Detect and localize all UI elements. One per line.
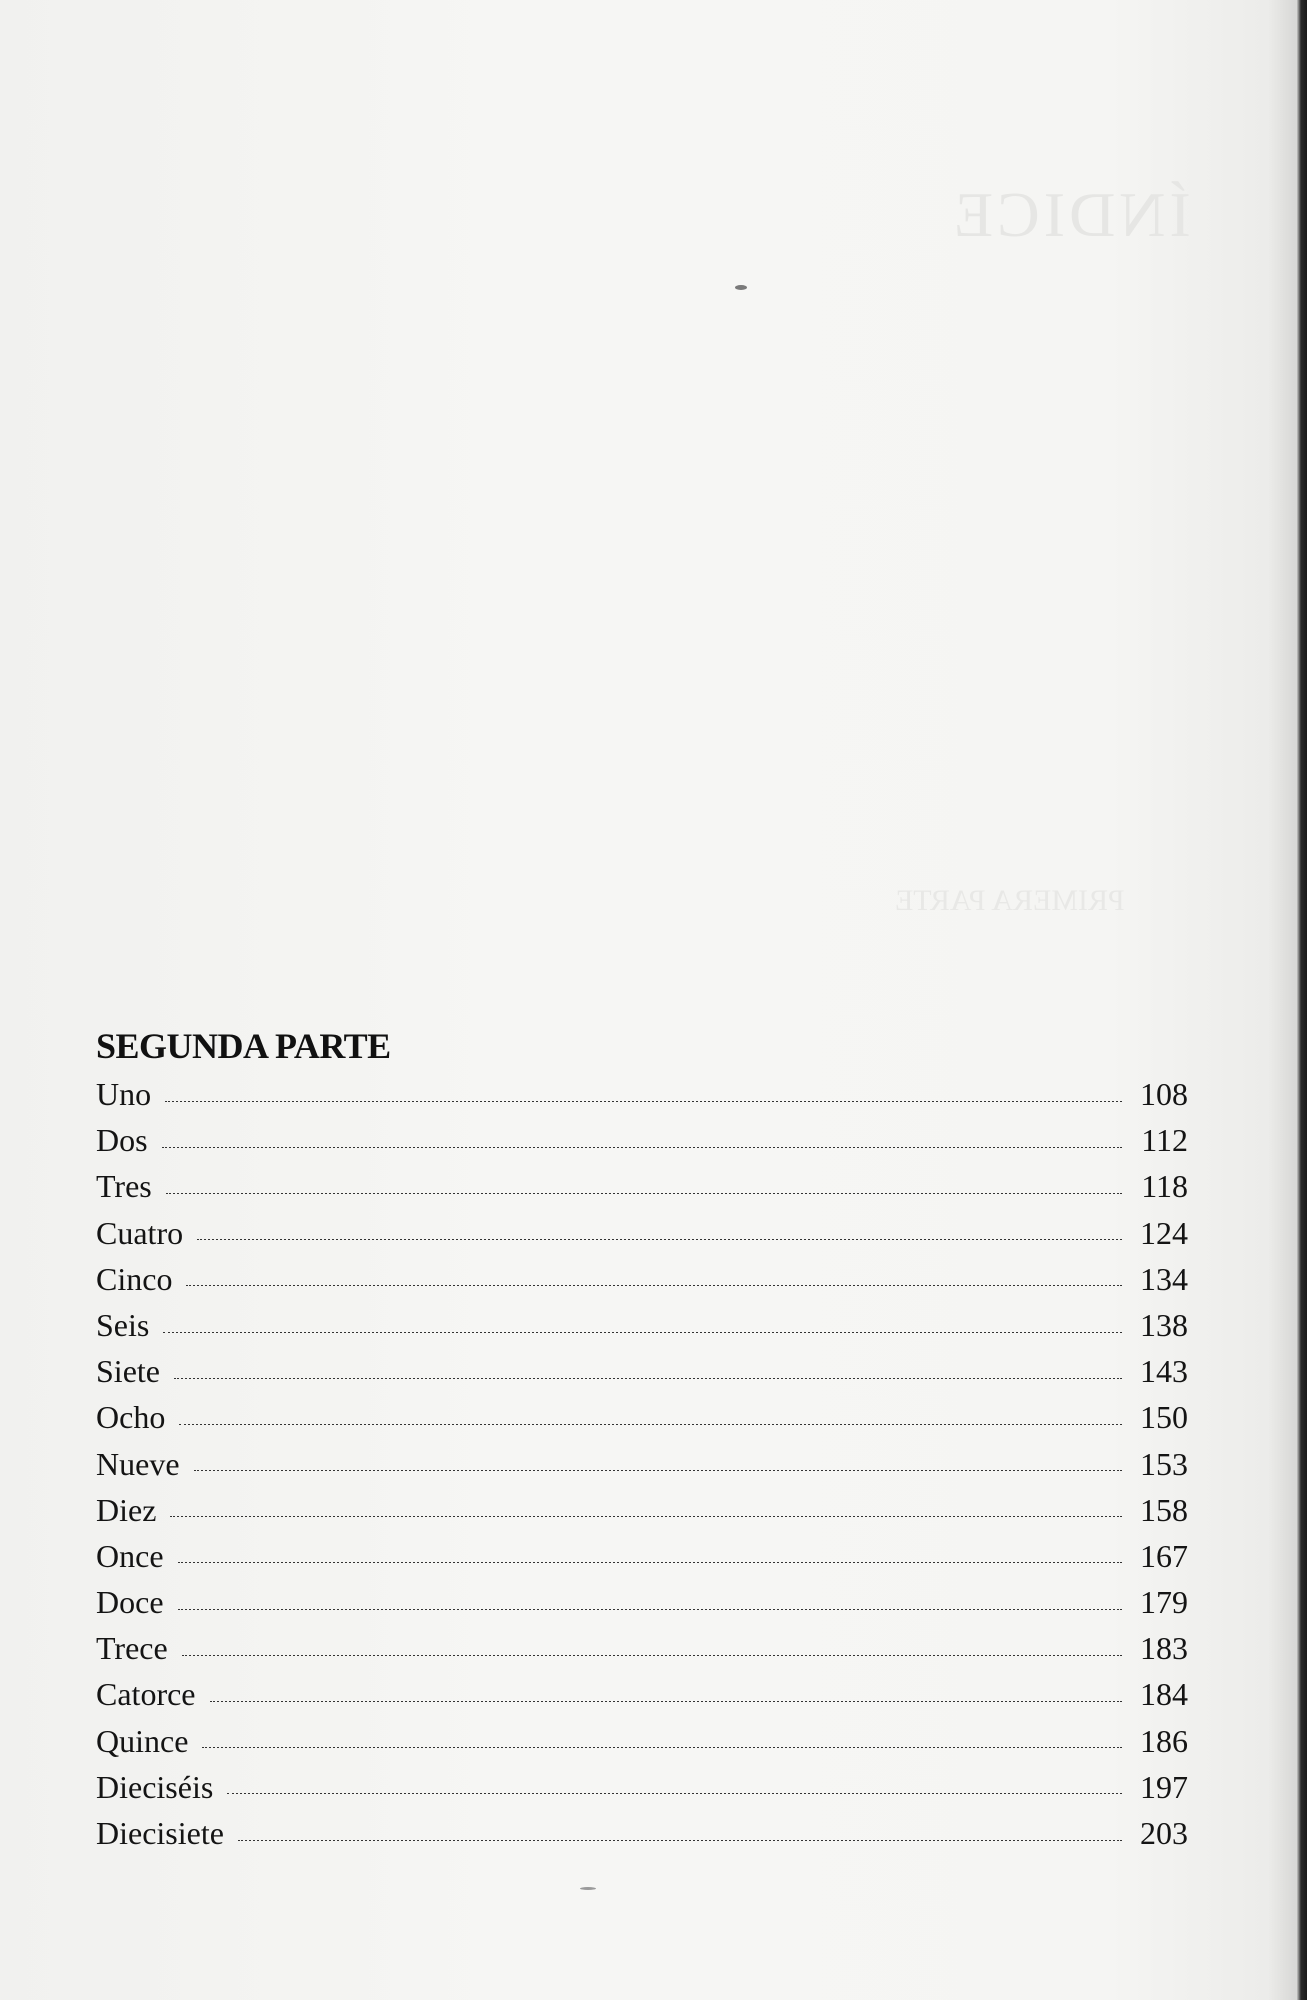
toc-entry-title: Once	[96, 1537, 164, 1574]
toc-entry-title: Nueve	[96, 1445, 180, 1482]
dot-leader	[210, 1701, 1123, 1702]
toc-entry	[96, 1117, 1188, 1163]
toc-entry-title: Catorce	[96, 1676, 196, 1713]
toc-entry-page-number: 112	[1141, 1122, 1188, 1159]
show-through-heading: PRIMERA PARTE	[895, 884, 1125, 917]
toc-entry-page-number: 153	[1140, 1445, 1188, 1482]
toc-entry-page-number: 197	[1140, 1768, 1188, 1805]
dot-leader	[197, 1239, 1122, 1240]
dot-leader	[165, 1101, 1122, 1102]
toc-entry	[96, 1718, 1188, 1764]
toc-entry	[96, 1671, 1188, 1717]
toc-entry-title: Tres	[96, 1168, 152, 1205]
ink-speck	[580, 1887, 596, 1890]
toc-entry-page-number: 138	[1140, 1306, 1188, 1343]
toc-entry-title: Uno	[96, 1076, 152, 1112]
toc-entry-page-number: 143	[1140, 1353, 1188, 1390]
toc-entry	[96, 1810, 1188, 1856]
dot-leader	[194, 1470, 1122, 1471]
show-through-title: ÍNDICE	[950, 179, 1191, 250]
toc-entry-title: Cuatro	[96, 1214, 184, 1251]
toc-entry-page-number: 183	[1140, 1630, 1188, 1667]
toc-entry	[96, 1210, 1188, 1256]
dot-leader	[179, 1424, 1122, 1425]
toc-entry-title: Quince	[96, 1722, 189, 1759]
dot-leader	[162, 1147, 1122, 1148]
section-heading: SEGUNDA PARTE	[96, 1026, 391, 1066]
toc-entry-title: Doce	[96, 1584, 164, 1621]
toc-entry-page-number: 124	[1140, 1214, 1188, 1251]
toc-entry	[96, 1394, 1188, 1440]
dot-leader	[166, 1193, 1122, 1194]
toc-entry	[96, 1764, 1188, 1810]
toc-entry-title: Trece	[96, 1630, 168, 1667]
toc-entry	[96, 1348, 1188, 1394]
toc-entry-page-number: 179	[1140, 1584, 1188, 1621]
toc-entry-title: Cinco	[96, 1260, 173, 1297]
toc-entry	[96, 1163, 1188, 1209]
dot-leader	[238, 1840, 1122, 1841]
toc-entry	[96, 1441, 1188, 1487]
toc-entry	[96, 1625, 1188, 1671]
dot-leader	[202, 1747, 1122, 1748]
toc-entry-title: Dieciséis	[96, 1768, 214, 1805]
toc-entry-page-number: 203	[1140, 1815, 1188, 1851]
toc-entry-page-number: 134	[1140, 1260, 1188, 1297]
toc-entry	[96, 1256, 1188, 1302]
toc-entry-page-number: 158	[1140, 1491, 1188, 1528]
dot-leader	[182, 1655, 1122, 1656]
dot-leader	[163, 1332, 1122, 1333]
dot-leader	[178, 1562, 1122, 1563]
toc-entry	[96, 1487, 1188, 1533]
toc-entry-page-number: 167	[1140, 1537, 1188, 1574]
dot-leader	[178, 1609, 1122, 1610]
page-binding-edge	[1297, 0, 1307, 2000]
dot-leader	[227, 1793, 1122, 1794]
dot-leader	[170, 1516, 1122, 1517]
dot-leader	[186, 1285, 1122, 1286]
toc-entry-page-number: 108	[1140, 1076, 1188, 1112]
toc-entry-title: Dos	[96, 1122, 148, 1159]
ink-speck	[735, 285, 747, 290]
toc-entry	[96, 1071, 1188, 1117]
toc-entry-title: Seis	[96, 1306, 150, 1343]
toc-entry	[96, 1533, 1188, 1579]
toc-entry-page-number: 186	[1140, 1722, 1188, 1759]
table-of-contents	[96, 1022, 1188, 1856]
toc-entry-title: Siete	[96, 1353, 160, 1390]
toc-entry-title: Ocho	[96, 1399, 166, 1436]
toc-entry	[96, 1579, 1188, 1625]
toc-entry-title: Diecisiete	[96, 1815, 224, 1851]
toc-entry-page-number: 150	[1140, 1399, 1188, 1436]
entry-list	[96, 1071, 1188, 1856]
toc-entry	[96, 1302, 1188, 1348]
dot-leader	[174, 1378, 1122, 1379]
toc-entry-page-number: 118	[1141, 1168, 1188, 1205]
toc-entry-title: Diez	[96, 1491, 157, 1528]
toc-entry-page-number: 184	[1140, 1676, 1188, 1713]
